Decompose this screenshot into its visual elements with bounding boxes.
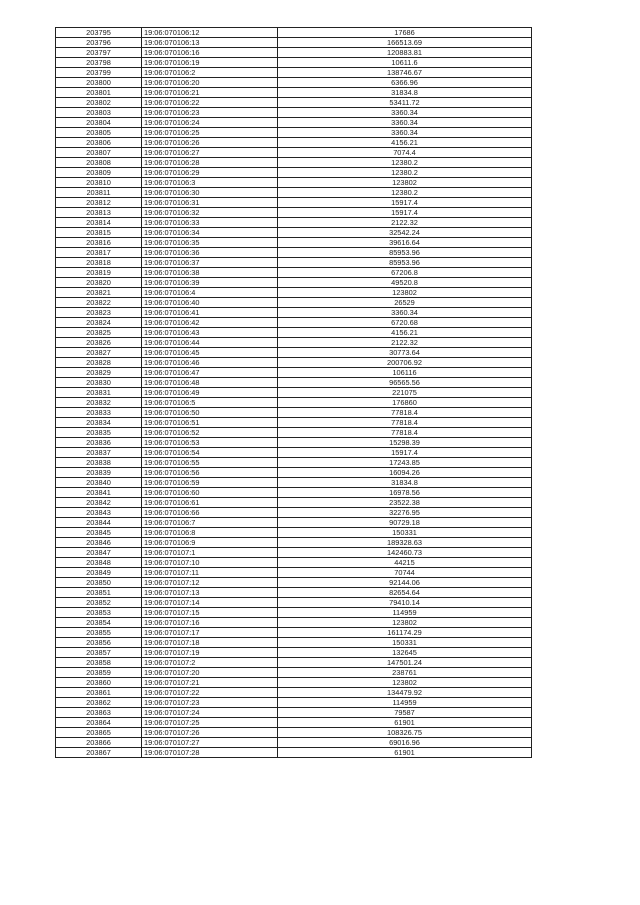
- cadastral-number-cell: 19:06:070107:2: [142, 658, 278, 668]
- cadastral-number-cell: 19:06:070106:27: [142, 148, 278, 158]
- table-row: [56, 78, 532, 88]
- row-id-cell: 203863: [56, 708, 142, 718]
- row-id-cell: 203796: [56, 38, 142, 48]
- table-row: [56, 568, 532, 578]
- cadastral-number-cell: 19:06:070106:12: [142, 28, 278, 38]
- row-id-cell: 203826: [56, 338, 142, 348]
- value-cell: 161174.29: [278, 628, 532, 638]
- row-id-cell: 203832: [56, 398, 142, 408]
- table-row: [56, 548, 532, 558]
- row-id-cell: 203850: [56, 578, 142, 588]
- table-row: [56, 168, 532, 178]
- cadastral-number-cell: 19:06:070107:26: [142, 728, 278, 738]
- cadastral-number-cell: 19:06:070106:3: [142, 178, 278, 188]
- row-id-cell: 203852: [56, 598, 142, 608]
- value-cell: 114959: [278, 608, 532, 618]
- cadastral-number-cell: 19:06:070106:54: [142, 448, 278, 458]
- value-cell: 150331: [278, 638, 532, 648]
- value-cell: 7074.4: [278, 148, 532, 158]
- value-cell: 77818.4: [278, 408, 532, 418]
- table-row: [56, 708, 532, 718]
- table-row: [56, 348, 532, 358]
- value-cell: 108326.75: [278, 728, 532, 738]
- value-cell: 69016.96: [278, 738, 532, 748]
- row-id-cell: 203841: [56, 488, 142, 498]
- cadastral-number-cell: 19:06:070106:39: [142, 278, 278, 288]
- value-cell: 189328.63: [278, 538, 532, 548]
- cadastral-number-cell: 19:06:070106:41: [142, 308, 278, 318]
- table-body: [56, 28, 532, 758]
- table-row: [56, 518, 532, 528]
- value-cell: 123802: [278, 288, 532, 298]
- row-id-cell: 203835: [56, 428, 142, 438]
- value-cell: 32276.95: [278, 508, 532, 518]
- row-id-cell: 203861: [56, 688, 142, 698]
- table-row: [56, 478, 532, 488]
- cadastral-number-cell: 19:06:070107:24: [142, 708, 278, 718]
- value-cell: 4156.21: [278, 138, 532, 148]
- row-id-cell: 203801: [56, 88, 142, 98]
- table-row: [56, 278, 532, 288]
- table-row: [56, 598, 532, 608]
- value-cell: 4156.21: [278, 328, 532, 338]
- value-cell: 31834.8: [278, 478, 532, 488]
- row-id-cell: 203845: [56, 528, 142, 538]
- row-id-cell: 203866: [56, 738, 142, 748]
- table-row: [56, 488, 532, 498]
- table-row: [56, 298, 532, 308]
- table-row: [56, 268, 532, 278]
- cadastral-number-cell: 19:06:070106:45: [142, 348, 278, 358]
- cadastral-number-cell: 19:06:070106:22: [142, 98, 278, 108]
- value-cell: 17243.85: [278, 458, 532, 468]
- value-cell: 15917.4: [278, 448, 532, 458]
- value-cell: 12380.2: [278, 158, 532, 168]
- cadastral-number-cell: 19:06:070106:66: [142, 508, 278, 518]
- value-cell: 26529: [278, 298, 532, 308]
- cadastral-number-cell: 19:06:070107:23: [142, 698, 278, 708]
- table-row: [56, 88, 532, 98]
- table-row: [56, 658, 532, 668]
- row-id-cell: 203816: [56, 238, 142, 248]
- cadastral-number-cell: 19:06:070107:28: [142, 748, 278, 758]
- cadastral-number-cell: 19:06:070107:1: [142, 548, 278, 558]
- value-cell: 44215: [278, 558, 532, 568]
- cadastral-number-cell: 19:06:070106:52: [142, 428, 278, 438]
- row-id-cell: 203857: [56, 648, 142, 658]
- table-row: [56, 638, 532, 648]
- value-cell: 70744: [278, 568, 532, 578]
- row-id-cell: 203821: [56, 288, 142, 298]
- value-cell: 85953.96: [278, 258, 532, 268]
- value-cell: 3360.34: [278, 108, 532, 118]
- value-cell: 39616.64: [278, 238, 532, 248]
- value-cell: 96565.56: [278, 378, 532, 388]
- cadastral-number-cell: 19:06:070107:14: [142, 598, 278, 608]
- table-row: [56, 118, 532, 128]
- table-row: [56, 48, 532, 58]
- table-row: [56, 468, 532, 478]
- cadastral-number-cell: 19:06:070107:12: [142, 578, 278, 588]
- row-id-cell: 203804: [56, 118, 142, 128]
- table-row: [56, 198, 532, 208]
- value-cell: 6720.68: [278, 318, 532, 328]
- row-id-cell: 203795: [56, 28, 142, 38]
- value-cell: 92144.06: [278, 578, 532, 588]
- row-id-cell: 203800: [56, 78, 142, 88]
- cadastral-number-cell: 19:06:070106:55: [142, 458, 278, 468]
- table-row: [56, 588, 532, 598]
- value-cell: 120883.81: [278, 48, 532, 58]
- cadastral-number-cell: 19:06:070106:30: [142, 188, 278, 198]
- row-id-cell: 203825: [56, 328, 142, 338]
- table-row: [56, 358, 532, 368]
- row-id-cell: 203830: [56, 378, 142, 388]
- table-row: [56, 458, 532, 468]
- value-cell: 142460.73: [278, 548, 532, 558]
- row-id-cell: 203839: [56, 468, 142, 478]
- cadastral-number-cell: 19:06:070106:53: [142, 438, 278, 448]
- cadastral-number-cell: 19:06:070107:20: [142, 668, 278, 678]
- row-id-cell: 203813: [56, 208, 142, 218]
- row-id-cell: 203842: [56, 498, 142, 508]
- value-cell: 10611.6: [278, 58, 532, 68]
- row-id-cell: 203798: [56, 58, 142, 68]
- table-row: [56, 448, 532, 458]
- table-row: [56, 678, 532, 688]
- row-id-cell: 203808: [56, 158, 142, 168]
- table-row: [56, 288, 532, 298]
- data-sheet: [55, 27, 531, 758]
- table-row: [56, 328, 532, 338]
- cadastral-number-cell: 19:06:070106:8: [142, 528, 278, 538]
- row-id-cell: 203829: [56, 368, 142, 378]
- row-id-cell: 203812: [56, 198, 142, 208]
- cadastral-number-cell: 19:06:070106:59: [142, 478, 278, 488]
- cadastral-number-cell: 19:06:070106:49: [142, 388, 278, 398]
- row-id-cell: 203817: [56, 248, 142, 258]
- table-row: [56, 368, 532, 378]
- row-id-cell: 203819: [56, 268, 142, 278]
- value-cell: 61901: [278, 718, 532, 728]
- value-cell: 12380.2: [278, 188, 532, 198]
- cadastral-number-cell: 19:06:070107:17: [142, 628, 278, 638]
- table-row: [56, 398, 532, 408]
- value-cell: 147501.24: [278, 658, 532, 668]
- table-row: [56, 158, 532, 168]
- table-row: [56, 428, 532, 438]
- cadastral-number-cell: 19:06:070106:32: [142, 208, 278, 218]
- cadastral-number-cell: 19:06:070107:13: [142, 588, 278, 598]
- value-cell: 32542.24: [278, 228, 532, 238]
- cadastral-number-cell: 19:06:070106:5: [142, 398, 278, 408]
- table-row: [56, 498, 532, 508]
- cadastral-number-cell: 19:06:070106:51: [142, 418, 278, 428]
- cadastral-number-cell: 19:06:070106:34: [142, 228, 278, 238]
- row-id-cell: 203805: [56, 128, 142, 138]
- table-row: [56, 338, 532, 348]
- row-id-cell: 203846: [56, 538, 142, 548]
- cadastral-number-cell: 19:06:070106:48: [142, 378, 278, 388]
- table-row: [56, 508, 532, 518]
- value-cell: 16094.26: [278, 468, 532, 478]
- value-cell: 106116: [278, 368, 532, 378]
- cadastral-number-cell: 19:06:070106:44: [142, 338, 278, 348]
- cadastral-number-cell: 19:06:070107:15: [142, 608, 278, 618]
- value-cell: 2122.32: [278, 338, 532, 348]
- cadastral-number-cell: 19:06:070106:38: [142, 268, 278, 278]
- value-cell: 238761: [278, 668, 532, 678]
- cadastral-number-cell: 19:06:070106:9: [142, 538, 278, 548]
- table-row: [56, 388, 532, 398]
- value-cell: 49520.8: [278, 278, 532, 288]
- cadastral-number-cell: 19:06:070107:10: [142, 558, 278, 568]
- row-id-cell: 203797: [56, 48, 142, 58]
- cadastral-number-cell: 19:06:070106:37: [142, 258, 278, 268]
- value-cell: 3360.34: [278, 128, 532, 138]
- value-cell: 15917.4: [278, 208, 532, 218]
- value-cell: 85953.96: [278, 248, 532, 258]
- row-id-cell: 203848: [56, 558, 142, 568]
- table-row: [56, 128, 532, 138]
- table-row: [56, 748, 532, 758]
- cadastral-number-cell: 19:06:070106:61: [142, 498, 278, 508]
- value-cell: 61901: [278, 748, 532, 758]
- cadastral-number-cell: 19:06:070106:35: [142, 238, 278, 248]
- cadastral-number-cell: 19:06:070106:36: [142, 248, 278, 258]
- row-id-cell: 203824: [56, 318, 142, 328]
- table-row: [56, 188, 532, 198]
- row-id-cell: 203847: [56, 548, 142, 558]
- value-cell: 82654.64: [278, 588, 532, 598]
- row-id-cell: 203833: [56, 408, 142, 418]
- cadastral-number-cell: 19:06:070107:21: [142, 678, 278, 688]
- value-cell: 6366.96: [278, 78, 532, 88]
- cadastral-number-cell: 19:06:070106:29: [142, 168, 278, 178]
- row-id-cell: 203809: [56, 168, 142, 178]
- table-row: [56, 28, 532, 38]
- value-cell: 12380.2: [278, 168, 532, 178]
- cadastral-number-cell: 19:06:070106:21: [142, 88, 278, 98]
- cadastral-number-cell: 19:06:070106:46: [142, 358, 278, 368]
- row-id-cell: 203844: [56, 518, 142, 528]
- row-id-cell: 203855: [56, 628, 142, 638]
- table-row: [56, 608, 532, 618]
- table-row: [56, 378, 532, 388]
- row-id-cell: 203838: [56, 458, 142, 468]
- table-row: [56, 618, 532, 628]
- table-row: [56, 218, 532, 228]
- table-row: [56, 238, 532, 248]
- table-row: [56, 688, 532, 698]
- table-row: [56, 648, 532, 658]
- value-cell: 90729.18: [278, 518, 532, 528]
- table-row: [56, 558, 532, 568]
- cadastral-number-cell: 19:06:070106:24: [142, 118, 278, 128]
- cadastral-number-cell: 19:06:070107:22: [142, 688, 278, 698]
- value-cell: 3360.34: [278, 308, 532, 318]
- value-cell: 67206.8: [278, 268, 532, 278]
- table-row: [56, 108, 532, 118]
- cadastral-number-cell: 19:06:070106:31: [142, 198, 278, 208]
- value-cell: 79410.14: [278, 598, 532, 608]
- value-cell: 138746.67: [278, 68, 532, 78]
- value-cell: 150331: [278, 528, 532, 538]
- row-id-cell: 203827: [56, 348, 142, 358]
- row-id-cell: 203867: [56, 748, 142, 758]
- cadastral-number-cell: 19:06:070107:16: [142, 618, 278, 628]
- table-row: [56, 148, 532, 158]
- row-id-cell: 203810: [56, 178, 142, 188]
- row-id-cell: 203862: [56, 698, 142, 708]
- cadastral-number-cell: 19:06:070106:20: [142, 78, 278, 88]
- cadastral-number-cell: 19:06:070106:40: [142, 298, 278, 308]
- table-row: [56, 208, 532, 218]
- cadastral-number-cell: 19:06:070107:19: [142, 648, 278, 658]
- table-row: [56, 228, 532, 238]
- cadastral-number-cell: 19:06:070107:27: [142, 738, 278, 748]
- value-cell: 23522.38: [278, 498, 532, 508]
- value-cell: 123802: [278, 678, 532, 688]
- value-cell: 77818.4: [278, 418, 532, 428]
- value-cell: 176860: [278, 398, 532, 408]
- row-id-cell: 203859: [56, 668, 142, 678]
- cadastral-number-cell: 19:06:070107:25: [142, 718, 278, 728]
- cadastral-number-cell: 19:06:070106:13: [142, 38, 278, 48]
- value-cell: 200706.92: [278, 358, 532, 368]
- value-cell: 30773.64: [278, 348, 532, 358]
- value-cell: 2122.32: [278, 218, 532, 228]
- table-row: [56, 248, 532, 258]
- cadastral-number-cell: 19:06:070106:50: [142, 408, 278, 418]
- table-row: [56, 178, 532, 188]
- table-row: [56, 438, 532, 448]
- row-id-cell: 203849: [56, 568, 142, 578]
- value-cell: 123802: [278, 618, 532, 628]
- row-id-cell: 203837: [56, 448, 142, 458]
- value-cell: 3360.34: [278, 118, 532, 128]
- table-row: [56, 58, 532, 68]
- cadastral-number-cell: 19:06:070106:56: [142, 468, 278, 478]
- row-id-cell: 203802: [56, 98, 142, 108]
- value-cell: 77818.4: [278, 428, 532, 438]
- cadastral-number-cell: 19:06:070106:43: [142, 328, 278, 338]
- row-id-cell: 203834: [56, 418, 142, 428]
- table-row: [56, 578, 532, 588]
- row-id-cell: 203807: [56, 148, 142, 158]
- table-row: [56, 738, 532, 748]
- row-id-cell: 203806: [56, 138, 142, 148]
- value-cell: 134479.92: [278, 688, 532, 698]
- row-id-cell: 203856: [56, 638, 142, 648]
- value-cell: 79587: [278, 708, 532, 718]
- table-row: [56, 698, 532, 708]
- value-cell: 31834.8: [278, 88, 532, 98]
- row-id-cell: 203803: [56, 108, 142, 118]
- cadastral-number-cell: 19:06:070106:42: [142, 318, 278, 328]
- table-row: [56, 668, 532, 678]
- cadastral-number-cell: 19:06:070106:26: [142, 138, 278, 148]
- value-cell: 16978.56: [278, 488, 532, 498]
- value-cell: 221075: [278, 388, 532, 398]
- value-cell: 17686: [278, 28, 532, 38]
- cadastral-number-cell: 19:06:070106:2: [142, 68, 278, 78]
- cadastral-number-cell: 19:06:070107:18: [142, 638, 278, 648]
- table-row: [56, 408, 532, 418]
- cadastral-number-cell: 19:06:070106:60: [142, 488, 278, 498]
- table-row: [56, 628, 532, 638]
- row-id-cell: 203851: [56, 588, 142, 598]
- table-row: [56, 528, 532, 538]
- table-row: [56, 258, 532, 268]
- data-table: [55, 27, 532, 758]
- cadastral-number-cell: 19:06:070106:4: [142, 288, 278, 298]
- value-cell: 132645: [278, 648, 532, 658]
- cadastral-number-cell: 19:06:070107:11: [142, 568, 278, 578]
- row-id-cell: 203814: [56, 218, 142, 228]
- value-cell: 15917.4: [278, 198, 532, 208]
- cadastral-number-cell: 19:06:070106:16: [142, 48, 278, 58]
- row-id-cell: 203818: [56, 258, 142, 268]
- cadastral-number-cell: 19:06:070106:25: [142, 128, 278, 138]
- cadastral-number-cell: 19:06:070106:47: [142, 368, 278, 378]
- row-id-cell: 203864: [56, 718, 142, 728]
- value-cell: 53411.72: [278, 98, 532, 108]
- value-cell: 166513.69: [278, 38, 532, 48]
- row-id-cell: 203858: [56, 658, 142, 668]
- row-id-cell: 203828: [56, 358, 142, 368]
- row-id-cell: 203799: [56, 68, 142, 78]
- table-row: [56, 418, 532, 428]
- row-id-cell: 203853: [56, 608, 142, 618]
- table-row: [56, 38, 532, 48]
- table-row: [56, 718, 532, 728]
- table-row: [56, 98, 532, 108]
- row-id-cell: 203836: [56, 438, 142, 448]
- value-cell: 123802: [278, 178, 532, 188]
- cadastral-number-cell: 19:06:070106:19: [142, 58, 278, 68]
- table-row: [56, 68, 532, 78]
- row-id-cell: 203865: [56, 728, 142, 738]
- row-id-cell: 203860: [56, 678, 142, 688]
- table-row: [56, 308, 532, 318]
- row-id-cell: 203822: [56, 298, 142, 308]
- row-id-cell: 203811: [56, 188, 142, 198]
- row-id-cell: 203840: [56, 478, 142, 488]
- row-id-cell: 203823: [56, 308, 142, 318]
- table-row: [56, 318, 532, 328]
- row-id-cell: 203854: [56, 618, 142, 628]
- row-id-cell: 203815: [56, 228, 142, 238]
- value-cell: 15298.39: [278, 438, 532, 448]
- row-id-cell: 203843: [56, 508, 142, 518]
- cadastral-number-cell: 19:06:070106:7: [142, 518, 278, 528]
- cadastral-number-cell: 19:06:070106:23: [142, 108, 278, 118]
- table-row: [56, 728, 532, 738]
- table-row: [56, 138, 532, 148]
- row-id-cell: 203820: [56, 278, 142, 288]
- row-id-cell: 203831: [56, 388, 142, 398]
- cadastral-number-cell: 19:06:070106:28: [142, 158, 278, 168]
- cadastral-number-cell: 19:06:070106:33: [142, 218, 278, 228]
- value-cell: 114959: [278, 698, 532, 708]
- table-row: [56, 538, 532, 548]
